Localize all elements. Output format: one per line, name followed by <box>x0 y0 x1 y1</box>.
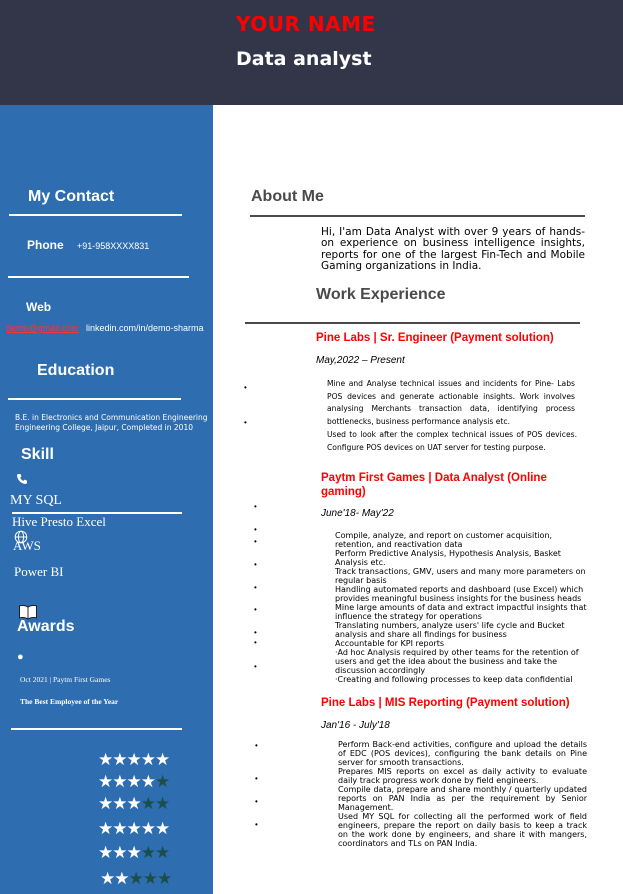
skill-label: Hive Presto Excel <box>12 514 106 529</box>
star-filled-icon: ★ <box>126 772 141 792</box>
star-filled-icon: ★ <box>112 819 127 839</box>
job-bullet: Translating numbers, analyze users' life cycle and Bucket analysis and share all findings for business <box>335 621 565 639</box>
star-empty-icon: ★ <box>128 869 143 889</box>
rating-stars <box>98 843 169 863</box>
star-filled-icon: ★ <box>140 772 155 792</box>
skill-label: AWS <box>13 538 41 553</box>
job-bullet: Track transactions, GMV, users and many more parameters on regular basis <box>335 567 586 585</box>
job-title: Pine Labs | MIS Reporting (Payment solution) <box>321 697 570 709</box>
star-empty-icon: ★ <box>140 843 155 863</box>
divider <box>8 398 181 400</box>
star-filled-icon: ★ <box>98 843 113 863</box>
star-empty-icon: ★ <box>142 869 157 889</box>
rating-stars <box>98 750 169 770</box>
star-filled-icon: ★ <box>155 819 170 839</box>
star-filled-icon: ★ <box>98 772 113 792</box>
bullet: • <box>254 560 257 569</box>
awards-heading: Awards <box>17 618 75 635</box>
phone-icon <box>16 473 28 485</box>
skill-label: Power BI <box>14 564 64 579</box>
bullet: • <box>254 605 257 614</box>
candidate-role: Data analyst <box>236 48 372 70</box>
star-filled-icon: ★ <box>126 794 141 814</box>
star-empty-icon: ★ <box>155 772 170 792</box>
bullet: • <box>255 741 258 750</box>
bullet: • <box>244 418 247 427</box>
bullet: • <box>254 662 257 671</box>
award-date: Oct 2021 | Paytm First Games <box>20 675 111 684</box>
job-bullet: Mine large amounts of data and extract impactful insights that influence the strategy for operations <box>335 603 587 621</box>
candidate-name: YOUR NAME <box>236 12 376 36</box>
contact-heading: My Contact <box>28 188 115 205</box>
job-date: Jan'16 - July'18 <box>321 720 390 731</box>
job-bullet: Perform Predictive Analysis, Hypothesis Analysis, Basket Analysis etc. <box>335 549 561 567</box>
star-filled-icon: ★ <box>126 843 141 863</box>
bullet: • <box>255 797 258 806</box>
job-bullet-list <box>338 740 587 848</box>
education-college: Engineering College, Jaipur, Completed in 2010 <box>15 423 193 432</box>
job-bullet: Prepares MIS reports on excel as daily activity to evaluate daily track progress work done by field engineers. <box>338 767 587 785</box>
divider <box>250 215 585 217</box>
web-label: Web <box>26 300 52 314</box>
phone-label: Phone <box>27 238 64 252</box>
skill-label: MY SQL <box>10 493 62 508</box>
star-filled-icon: ★ <box>98 794 113 814</box>
rating-stars <box>98 772 169 792</box>
star-filled-icon: ★ <box>140 819 155 839</box>
email-link[interactable]: demo@gmail.com <box>6 323 79 333</box>
job-bullet-list <box>335 531 591 684</box>
bullet: • <box>254 537 257 546</box>
star-filled-icon: ★ <box>155 750 170 770</box>
star-empty-icon: ★ <box>140 794 155 814</box>
bullet: • <box>254 628 257 637</box>
job-bullet: Mine and Analyse technical issues and incidents for Pine- Labs POS devices and generate actionable insights. Work involves analysing Merchants transaction data, identifying process bottlenecks, business performance analysis etc. <box>327 379 575 426</box>
rating-stars <box>98 794 169 814</box>
star-filled-icon: ★ <box>126 819 141 839</box>
bullet: • <box>254 502 257 511</box>
star-filled-icon: ★ <box>98 750 113 770</box>
job-bullet: Compile, analyze, and report on customer acquisition, retention, and reactivation data <box>335 531 553 549</box>
education-details <box>15 413 213 433</box>
star-filled-icon: ★ <box>112 794 127 814</box>
bullet: • <box>254 638 257 647</box>
experience-heading: Work Experience <box>316 286 446 303</box>
rating-stars <box>98 819 169 839</box>
job-date: May,2022 – Present <box>316 355 405 366</box>
education-heading: Education <box>37 362 115 379</box>
divider <box>9 214 182 216</box>
star-empty-icon: ★ <box>157 869 172 889</box>
job-title: Paytm First Games | Data Analyst (Online gaming) <box>321 472 547 498</box>
star-empty-icon: ★ <box>155 843 170 863</box>
star-empty-icon: ★ <box>155 794 170 814</box>
job-bullet: Compile data, prepare and share monthly / quarterly updated reports on PAN India as per the requirement by Senior Management. <box>338 785 587 812</box>
job-bullet: Handling automated reports and dashboard (use Excel) which provides meaningful business insights for the business heads <box>335 585 584 603</box>
job-bullet: Accountable for KPI reports <box>335 639 445 648</box>
star-filled-icon: ★ <box>100 869 115 889</box>
skill-heading: Skill <box>21 446 54 463</box>
about-heading: About Me <box>251 188 324 205</box>
bullet: • <box>255 774 258 783</box>
job-bullet: Perform Back-end activities, configure and upload the details of EDC (POS devices), configuring the bank details on Pine server for smooth transactions. <box>338 740 587 767</box>
job-bullet: Used MY SQL for collecting all the performed work of field engineers, prepare the report on daily basis to keep a track on the work done by engineers, and share it with mangers, coordinators and TLs on PAN India. <box>338 812 587 848</box>
divider <box>11 728 182 730</box>
star-filled-icon: ★ <box>126 750 141 770</box>
star-filled-icon: ★ <box>112 750 127 770</box>
phone-value: +91-958XXXX831 <box>77 241 150 251</box>
job-title: Pine Labs | Sr. Engineer (Payment solution) <box>316 332 554 344</box>
job-bullet: Used to look after the complex technical issues of POS devices. Configure POS devices on UAT server for testing purpose. <box>327 430 577 452</box>
bullet: • <box>254 525 257 534</box>
bullet: • <box>244 383 247 392</box>
star-filled-icon: ★ <box>114 869 129 889</box>
bullet: ● <box>17 651 24 663</box>
bullet: • <box>254 583 257 592</box>
rating-stars <box>100 869 171 889</box>
star-filled-icon: ★ <box>140 750 155 770</box>
linkedin-link[interactable]: linkedin.com/in/demo-sharma <box>86 323 204 333</box>
award-title: The Best Employee of the Year <box>20 697 119 706</box>
bullet: • <box>255 820 258 829</box>
divider <box>8 276 189 278</box>
job-bullet: ·Creating and following processes to keep data confidential <box>335 675 573 684</box>
education-degree: B.E. in Electronics and Communication Engineering <box>15 413 208 422</box>
divider <box>245 322 580 324</box>
job-bullet: ·Ad hoc Analysis required by other teams for the retention of users and get the idea about the business and take the discussion accordingly <box>335 648 579 675</box>
about-text: Hi, I'am Data Analyst with over 9 years of hands-on experience on business intelligence insights, reports for one of the largest Fin-Tech and Mobile Gaming organizations in India. <box>321 226 585 272</box>
star-filled-icon: ★ <box>98 819 113 839</box>
star-filled-icon: ★ <box>112 843 127 863</box>
star-filled-icon: ★ <box>112 772 127 792</box>
job-date: June'18- May'22 <box>321 508 394 519</box>
